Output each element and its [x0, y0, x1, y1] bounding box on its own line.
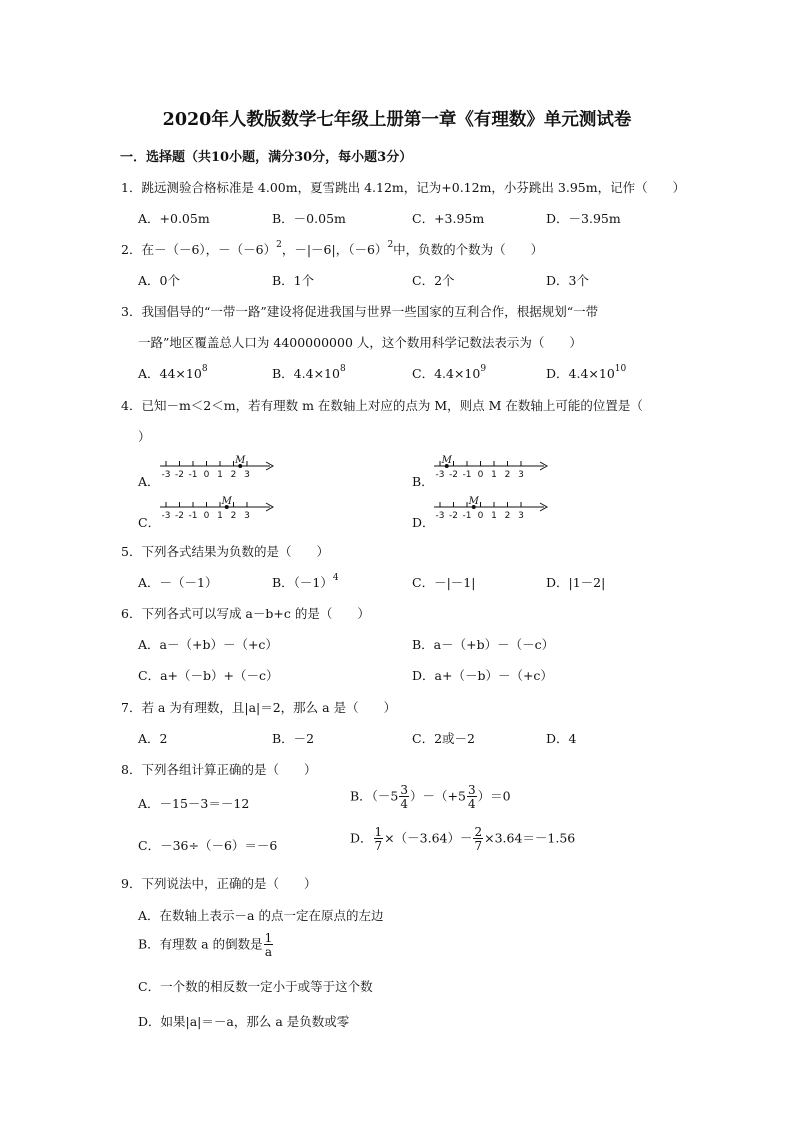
q6-option-b: B．a－（+b）－（－c）: [412, 637, 555, 652]
question-5-stem: 5．下列各式结果为负数的是（ ）: [121, 544, 329, 559]
q4-option-a-number-line: [158, 450, 276, 486]
tick-label: 0: [477, 470, 484, 480]
page-title: 2020年人教版数学七年级上册第一章《有理数》单元测试卷: [162, 110, 632, 130]
tick-label: -1: [188, 511, 198, 521]
q6-option-c: C．a+（－b）+（－c）: [138, 668, 279, 683]
q3-option-a: A．$44\times 10^8$: [138, 364, 208, 381]
point-m-label: M: [221, 496, 232, 507]
q8-option-d: D． $\frac{1}{7}$ ×（－3.64）－ $\frac{2}{7}$ ×3.64＝－1.56: [350, 825, 576, 853]
q3-option-c: C．$4.4\times 10^9$: [412, 364, 487, 381]
number-line-svg: [158, 450, 276, 486]
q2-option-d: D．3个: [546, 273, 589, 288]
q3-option-d: D．$4.4\times 10^{10}$: [546, 364, 627, 381]
fraction: $\frac{1}{7}$: [374, 825, 383, 853]
tick-label: 2: [230, 511, 237, 521]
tick-label: -3: [435, 470, 445, 480]
section-heading: 一．选择题（共10小题，满分30分，每小题3分）: [120, 150, 413, 165]
q4-option-d-label: D．: [412, 515, 435, 530]
question-2-stem: 2．在－（－6），$-(-6)^2$，－|－6|，$(-6)^2$中，负数的个数为（ ）: [121, 240, 544, 257]
question-6-stem: 6．下列各式可以写成 a－b+c 的是（ ）: [121, 606, 370, 621]
q5-option-d: D．|1－2|: [546, 575, 606, 590]
point-m-label: M: [235, 455, 246, 466]
question-4-line-2: ）: [138, 429, 151, 444]
tick-label: 2: [504, 470, 511, 480]
point-m-label: M: [441, 455, 452, 466]
tick-label: 2: [504, 511, 511, 521]
q4-option-c-number-line: [158, 491, 276, 527]
q5-option-c: C．－|－1|: [412, 575, 476, 590]
tick-label: 1: [217, 511, 223, 521]
question-1-stem: 1．跳远测验合格标准是 4.00m，夏雪跳出 4.12m，记为+0.12m，小芬跳出 3.95m，记作（ ）: [121, 180, 686, 195]
q3-option-b: B．$4.4\times 10^8$: [272, 364, 346, 381]
q8-option-a: A．－15－3＝－12: [138, 796, 250, 811]
q5-option-a: A．－（－1）: [138, 575, 218, 590]
q8-option-b: B．（－5 $\frac{3}{4}$ ）－（+5 $\frac{3}{4}$ ）＝0: [350, 783, 511, 811]
q2-option-c: C．2个: [412, 273, 455, 288]
q2-option-b: B．1个: [272, 273, 315, 288]
q8-option-c: C．－36÷（－6）＝－6: [138, 838, 278, 853]
number-line-svg: [432, 450, 550, 486]
q6-option-d: D．a+（－b）－（+c）: [412, 668, 553, 683]
tick-label: -2: [449, 511, 458, 521]
number-line-svg: [158, 491, 276, 527]
tick-label: 3: [518, 470, 524, 480]
q4-option-b-label: B．: [412, 474, 434, 489]
tick-label: -2: [175, 470, 184, 480]
q9-option-c: C．一个数的相反数一定小于或等于这个数: [138, 979, 373, 994]
tick-label: 0: [203, 470, 210, 480]
q2-option-a: A．0个: [138, 273, 180, 288]
point-m-label: M: [468, 496, 479, 507]
fraction: $\frac{3}{4}$: [467, 783, 476, 811]
q5-option-b: B．$(-1)^4$: [272, 573, 339, 590]
q4-option-c-label: C．: [138, 515, 161, 530]
q4-option-a-label: A．: [138, 474, 160, 489]
q7-option-b: B．－2: [272, 731, 315, 746]
q6-option-a: A．a－（+b）－（+c）: [138, 637, 278, 652]
tick-label: -1: [462, 511, 472, 521]
fraction: $\frac{2}{7}$: [474, 825, 483, 853]
question-3-line-2: 一路”地区覆盖总人口为 4400000000 人，这个数用科学记数法表示为（ ）: [138, 335, 582, 350]
number-line-svg: [432, 491, 550, 527]
tick-label: -3: [161, 470, 171, 480]
tick-label: 3: [244, 511, 250, 521]
q4-option-d-number-line: [432, 491, 550, 527]
tick-label: 0: [477, 511, 484, 521]
tick-label: 3: [518, 511, 524, 521]
tick-label: -2: [175, 511, 184, 521]
question-7-stem: 7．若 a 为有理数，且|a|＝2，那么 a 是（ ）: [121, 700, 397, 715]
tick-label: 3: [244, 470, 250, 480]
q1-option-b: B．－0.05m: [272, 211, 346, 226]
tick-label: 1: [491, 470, 497, 480]
tick-label: -1: [462, 470, 472, 480]
tick-label: -3: [161, 511, 171, 521]
q7-option-c: C．2或－2: [412, 731, 475, 746]
q4-option-b-number-line: [432, 450, 550, 486]
tick-label: 0: [203, 511, 210, 521]
tick-label: -3: [435, 511, 445, 521]
q9-option-d: D．如果|a|＝－a，那么 a 是负数或零: [138, 1014, 350, 1029]
q1-option-d: D．－3.95m: [546, 211, 621, 226]
q7-option-d: D．4: [546, 731, 577, 746]
q1-option-a: A．+0.05m: [138, 211, 210, 226]
tick-label: 2: [230, 470, 237, 480]
q9-option-b: B．有理数 a 的倒数是 $\frac{1}{a}$: [138, 931, 273, 959]
question-8-stem: 8．下列各组计算正确的是（ ）: [121, 762, 317, 777]
tick-label: 1: [217, 470, 223, 480]
question-3-line-1: 3．我国倡导的“一带一路”建设将促进我国与世界一些国家的互利合作，根据规划“一带: [121, 304, 599, 319]
question-4-line-1: 4．已知－m＜2＜m，若有理数 m 在数轴上对应的点为 M，则点 M 在数轴上可能的位置是（: [121, 398, 643, 413]
tick-label: -1: [188, 470, 198, 480]
question-9-stem: 9．下列说法中，正确的是（ ）: [121, 876, 317, 891]
q1-option-c: C．+3.95m: [412, 211, 485, 226]
q7-option-a: A．2: [138, 731, 168, 746]
tick-label: 1: [491, 511, 497, 521]
fraction: $\frac{3}{4}$: [400, 783, 409, 811]
tick-label: -2: [449, 470, 458, 480]
q9-option-a: A．在数轴上表示－a 的点一定在原点的左边: [138, 908, 384, 923]
fraction: $\frac{1}{a}$: [264, 931, 273, 959]
